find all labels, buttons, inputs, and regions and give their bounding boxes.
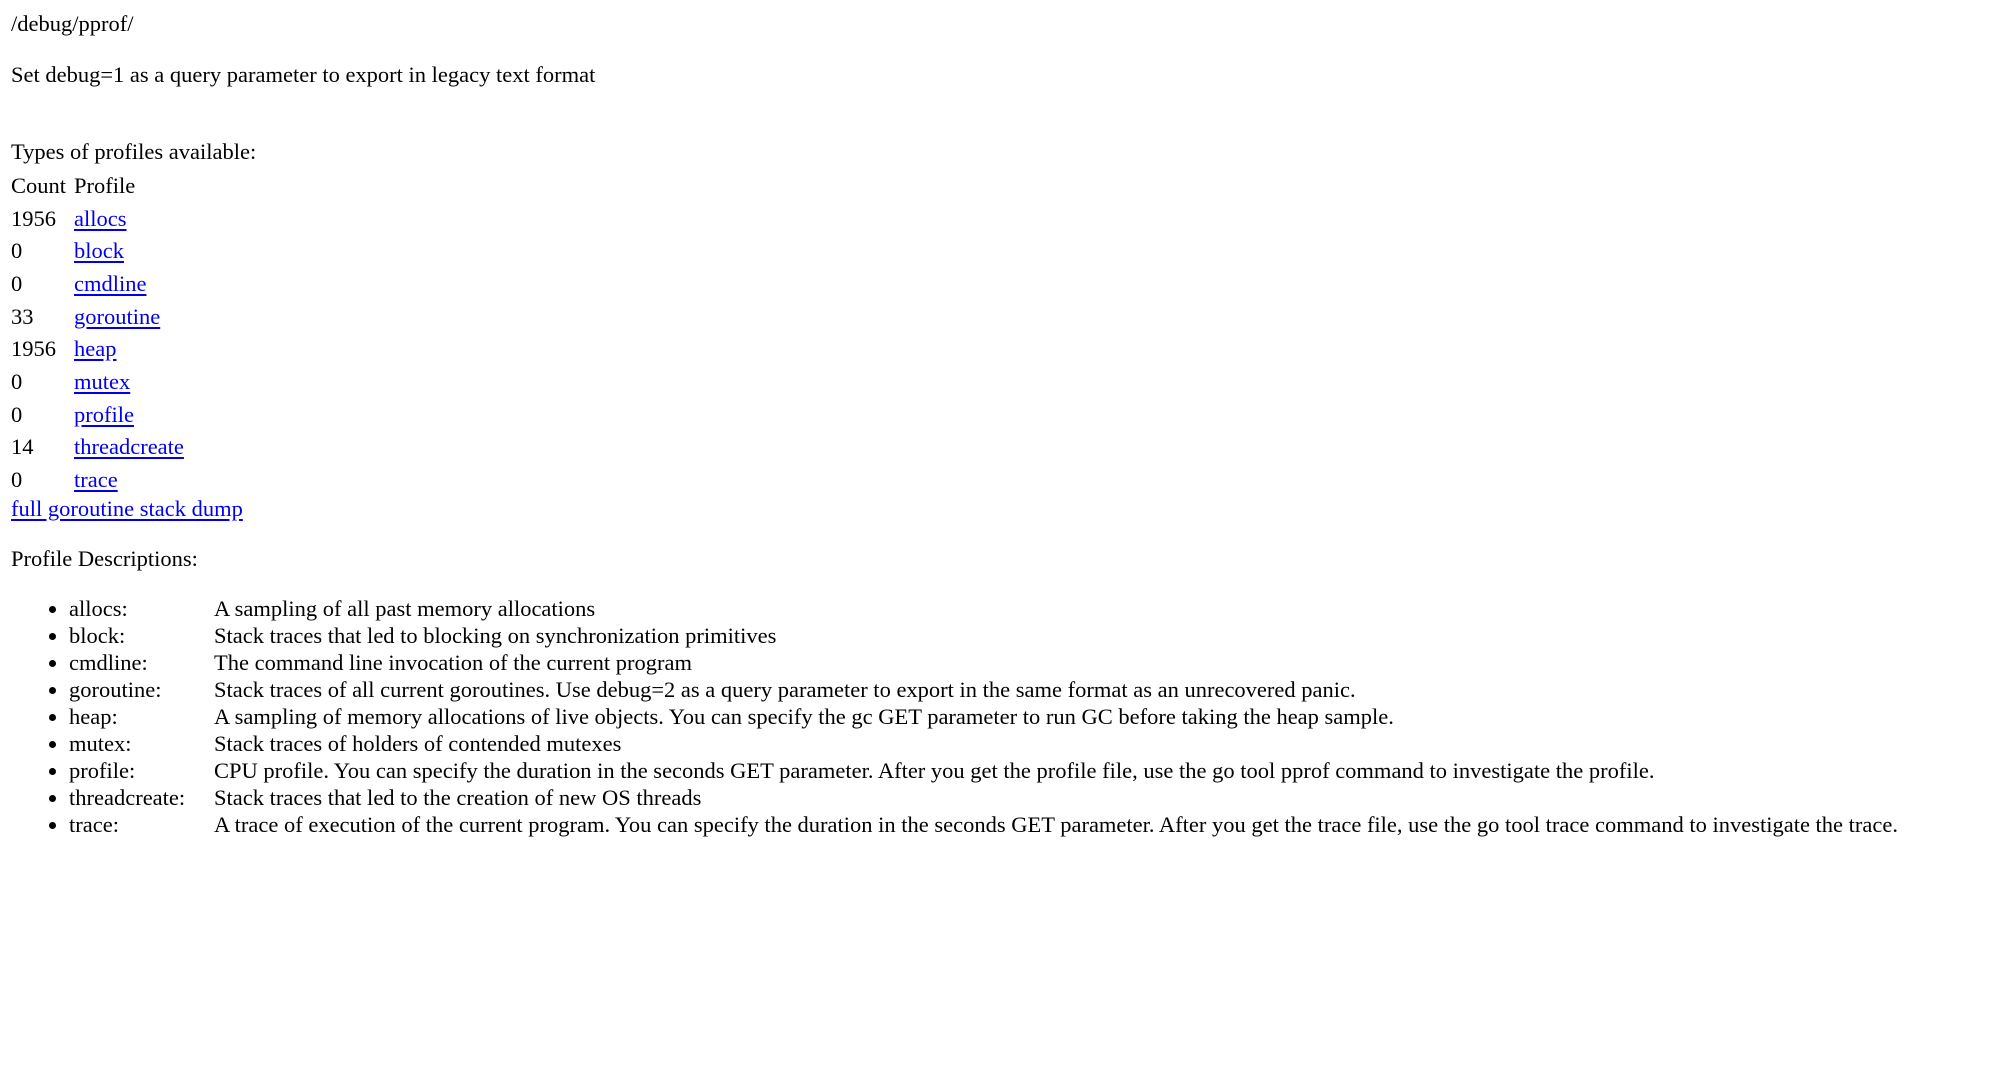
description-name: block:: [69, 622, 126, 648]
profile-link-trace[interactable]: trace: [74, 467, 118, 493]
profile-column-header: Profile: [74, 172, 136, 198]
description-text: A sampling of all past memory allocations: [214, 595, 596, 621]
list-item: [69, 757, 1999, 784]
count-column-header: Count: [11, 172, 67, 198]
profile-count-goroutine: 33: [11, 303, 34, 329]
table-row: [11, 202, 184, 235]
profile-count-threadcreate: 14: [11, 434, 34, 460]
description-name: allocs:: [69, 595, 128, 621]
description-text: CPU profile. You can specify the duration in the seconds GET parameter. After you get the profile file, use the go tool pprof command to investigate the profile.: [214, 757, 1655, 783]
profile-link-block[interactable]: block: [74, 238, 124, 264]
table-row: [11, 267, 184, 300]
profile-count-heap: 1956: [11, 336, 56, 362]
table-row: [11, 431, 184, 464]
list-item: [69, 622, 1999, 649]
description-name: profile:: [69, 757, 136, 783]
profiles-table: [7, 169, 188, 496]
profile-link-cmdline[interactable]: cmdline: [74, 270, 147, 296]
descriptions-heading: Profile Descriptions:: [11, 545, 198, 571]
table-row: [11, 365, 184, 398]
profile-link-goroutine[interactable]: goroutine: [74, 303, 161, 329]
table-row: [11, 398, 184, 431]
list-item: [69, 703, 1999, 730]
table-row: [11, 234, 184, 267]
description-name: threadcreate:: [69, 784, 186, 810]
description-text: Stack traces of all current goroutines. Use debug=2 as a query parameter to export in the same format as an unrecovered panic.: [214, 676, 1356, 702]
list-item: [69, 784, 1999, 811]
list-item: [69, 730, 1999, 757]
table-row: [11, 300, 184, 333]
pprof-index-page: [11, 10, 1999, 838]
description-name: trace:: [69, 811, 119, 837]
list-item: [69, 649, 1999, 676]
description-text: Stack traces that led to the creation of new OS threads: [214, 784, 702, 810]
table-row: [11, 463, 184, 496]
profile-count-trace: 0: [11, 467, 23, 493]
list-item: [69, 595, 1999, 622]
list-item: [69, 676, 1999, 703]
profile-link-mutex[interactable]: mutex: [74, 368, 131, 394]
profile-count-profile: 0: [11, 401, 23, 427]
description-name: goroutine:: [69, 676, 162, 702]
page-path: /debug/pprof/: [11, 11, 134, 36]
description-text: Stack traces that led to blocking on synchronization primitives: [214, 622, 777, 648]
profile-descriptions-list: [11, 595, 1999, 838]
types-heading: Types of profiles available:: [11, 139, 257, 164]
profile-link-heap[interactable]: heap: [74, 336, 117, 362]
table-row: [11, 332, 184, 365]
description-text: The command line invocation of the current program: [214, 649, 692, 675]
profile-link-profile[interactable]: profile: [74, 401, 134, 427]
debug-hint-text: Set debug=1 as a query parameter to export in legacy text format: [11, 62, 596, 87]
description-text: A sampling of memory allocations of live objects. You can specify the gc GET parameter to run GC before taking the heap sample.: [214, 703, 1394, 729]
description-name: heap:: [69, 703, 118, 729]
profile-count-mutex: 0: [11, 368, 23, 394]
full-goroutine-stack-dump-link[interactable]: full goroutine stack dump: [11, 495, 243, 521]
description-text: Stack traces of holders of contended mutexes: [214, 730, 622, 756]
list-item: [69, 811, 1999, 838]
profile-count-allocs: 1956: [11, 205, 56, 231]
table-header-row: [11, 169, 184, 202]
description-name: mutex:: [69, 730, 132, 756]
profile-count-block: 0: [11, 238, 23, 264]
profile-count-cmdline: 0: [11, 270, 23, 296]
profile-link-allocs[interactable]: allocs: [74, 205, 127, 231]
description-name: cmdline:: [69, 649, 148, 675]
description-text: A trace of execution of the current program. You can specify the duration in the seconds GET parameter. After you get the trace file, use the go tool trace command to investigate the trace.: [214, 811, 1898, 837]
profile-link-threadcreate[interactable]: threadcreate: [74, 434, 184, 460]
